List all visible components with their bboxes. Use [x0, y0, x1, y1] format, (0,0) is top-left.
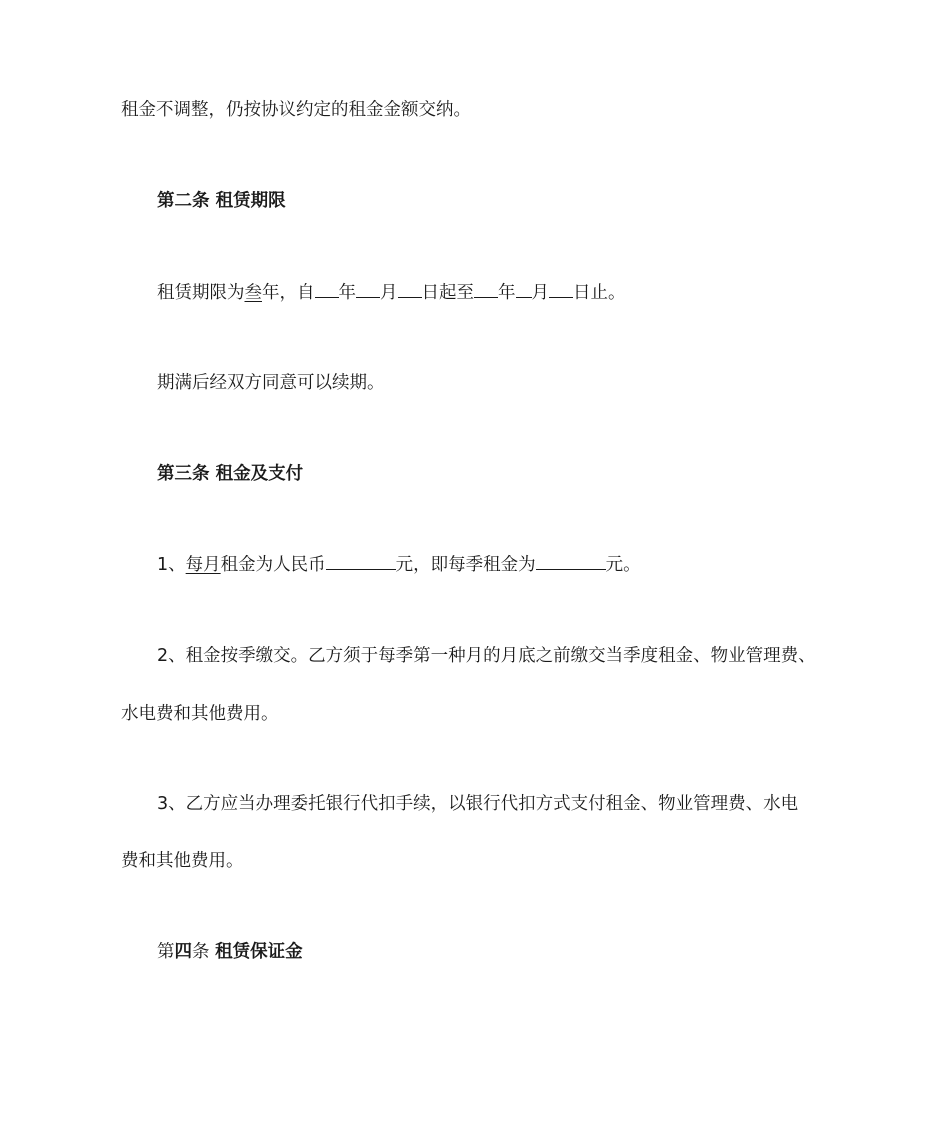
paragraph-item-2-line-1: 2、租金按季缴交。乙方须于每季第一种月的月底之前缴交当季度租金、物业管理费、	[157, 646, 816, 666]
paragraph-renewal: 期满后经双方同意可以续期。	[157, 373, 385, 393]
rent-text-1: 租金为人民币	[220, 555, 326, 575]
article-title: 租金及支付	[215, 464, 304, 484]
article-4-heading	[157, 940, 303, 964]
term-month-label-2: 月	[531, 283, 549, 303]
blank-start-year	[315, 281, 339, 298]
blank-end-day	[549, 281, 573, 298]
term-text-2: 年，自	[262, 283, 315, 303]
article-suffix: 条	[192, 942, 210, 962]
term-year-label-1: 年	[338, 283, 356, 303]
term-text-1: 租赁期限为	[157, 283, 245, 303]
rent-text-2: 元，即每季租金为	[395, 555, 536, 575]
term-day-label-2: 日止。	[573, 283, 626, 303]
article-number: 四	[174, 942, 192, 962]
article-number: 第二条	[157, 191, 210, 211]
rent-monthly: 每月	[185, 555, 221, 575]
blank-start-day	[398, 281, 422, 298]
paragraph-item-3-line-1: 3、乙方应当办理委托银行代扣手续，以银行代扣方式支付租金、物业管理费、水电	[157, 794, 799, 814]
article-title: 租赁保证金	[215, 942, 303, 962]
article-prefix: 第	[157, 942, 175, 962]
paragraph-rent-unadjusted: 租金不调整，仍按协议约定的租金金额交纳。	[121, 100, 471, 120]
article-number: 第三条	[157, 464, 210, 484]
blank-quarterly-amount	[536, 553, 606, 570]
blank-monthly-amount	[326, 553, 396, 570]
item-number: 1、	[157, 555, 186, 575]
rent-text-3: 元。	[605, 555, 641, 575]
blank-end-year	[474, 281, 498, 298]
article-title: 租赁期限	[215, 191, 286, 211]
paragraph-rent-amount	[157, 553, 641, 577]
blank-end-month	[516, 281, 532, 298]
term-years: 叁	[244, 283, 262, 303]
paragraph-lease-term	[157, 281, 626, 305]
paragraph-item-2-line-2: 水电费和其他费用。	[121, 704, 279, 724]
term-month-label-1: 月	[380, 283, 398, 303]
paragraph-item-3-line-2: 费和其他费用。	[121, 851, 244, 871]
term-day-label-1: 日起至	[421, 283, 474, 303]
blank-start-month	[356, 281, 380, 298]
term-year-label-2: 年	[498, 283, 516, 303]
article-3-heading	[157, 462, 303, 486]
article-2-heading	[157, 189, 286, 213]
